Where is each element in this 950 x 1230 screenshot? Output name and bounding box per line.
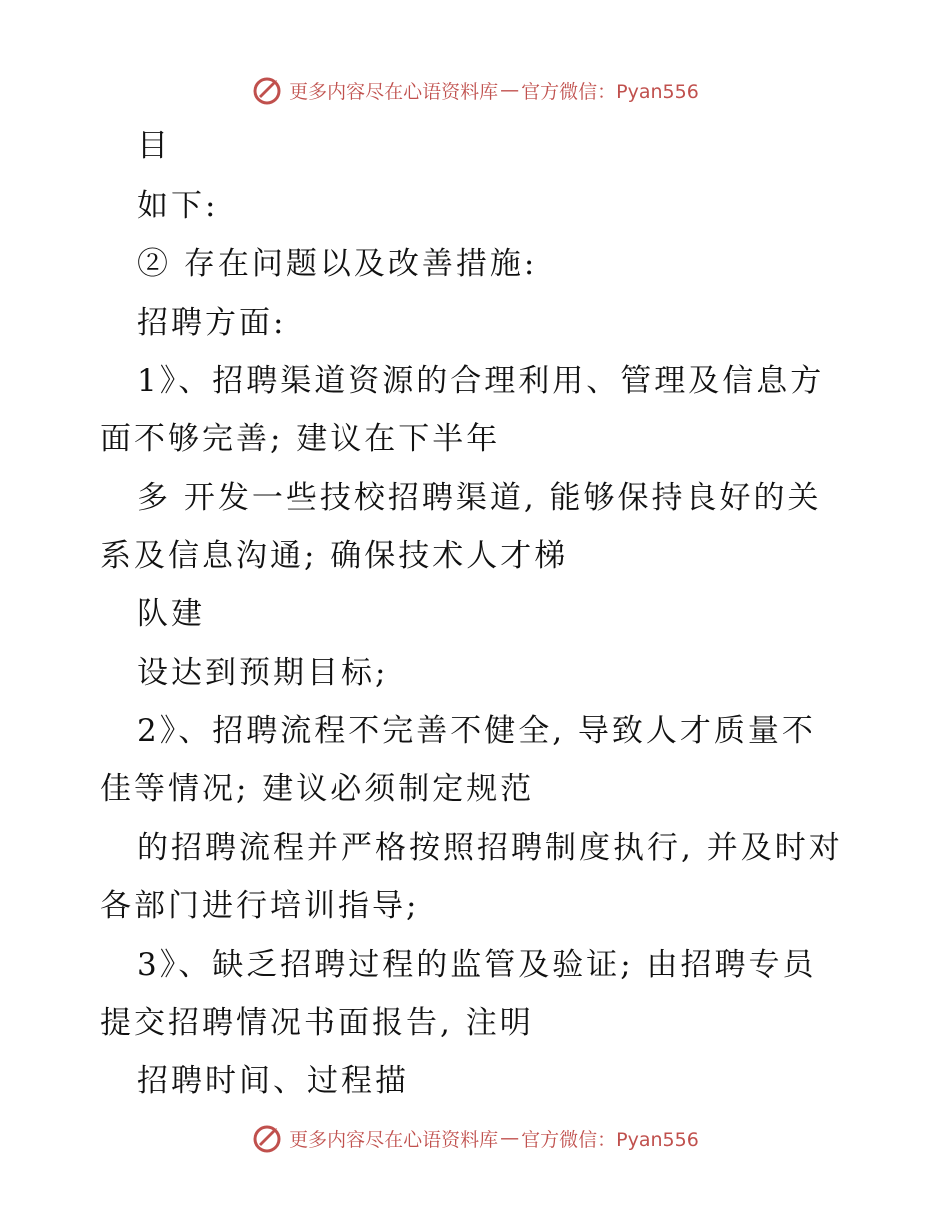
- text-line: 队建: [137, 596, 205, 632]
- header-watermark: [0, 70, 950, 110]
- text-line: 1》、招聘渠道资源的合理利用、管理及信息方: [137, 363, 825, 399]
- text-line: 设达到预期目标;: [137, 655, 389, 691]
- text-line: 佳等情况; 建议必须制定规范: [100, 771, 535, 807]
- text-line: ② 存在问题以及改善措施:: [137, 246, 538, 282]
- text-line: 系及信息沟通; 确保技术人才梯: [100, 538, 569, 574]
- text-line: 目: [137, 128, 171, 164]
- text-line: 3》、缺乏招聘过程的监管及验证; 由招聘专员: [137, 947, 817, 983]
- watermark-separator: —: [500, 79, 520, 101]
- quill-logo-icon: [251, 1122, 283, 1154]
- watermark-wechat: 官方微信：Pyan556: [521, 80, 699, 103]
- footer-watermark: [0, 1118, 950, 1158]
- quill-logo-icon: [251, 74, 283, 106]
- watermark-text: 更多内容尽在心语资料库: [289, 80, 499, 103]
- text-line: 面不够完善; 建议在下半年: [100, 421, 501, 457]
- text-line: 如下:: [137, 188, 219, 224]
- text-line: 多 开发一些技校招聘渠道, 能够保持良好的关: [137, 480, 822, 516]
- watermark-separator: —: [500, 1127, 520, 1149]
- text-line: 招聘方面:: [137, 305, 287, 341]
- text-line: 各部门进行培训指导;: [100, 888, 420, 924]
- watermark-text: 更多内容尽在心语资料库: [289, 1128, 499, 1151]
- text-line: 的招聘流程并严格按照招聘制度执行, 并及时对: [137, 830, 843, 866]
- watermark-wechat: 官方微信：Pyan556: [521, 1128, 699, 1151]
- text-line: 招聘时间、过程描: [137, 1063, 409, 1099]
- text-line: 2》、招聘流程不完善不健全, 导致人才质量不: [137, 713, 816, 749]
- text-line: 提交招聘情况书面报告, 注明: [100, 1005, 534, 1041]
